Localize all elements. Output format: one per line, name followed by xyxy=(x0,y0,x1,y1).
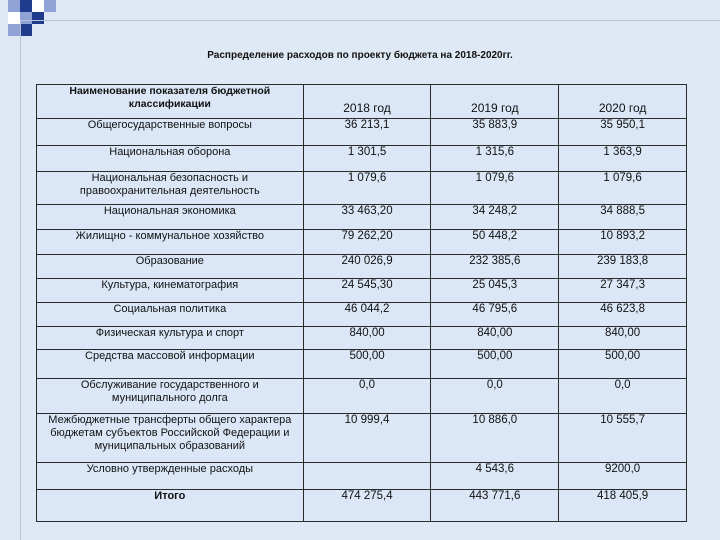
table-row xyxy=(37,463,687,490)
budget-table xyxy=(36,84,687,522)
value-2020: 500,00 xyxy=(559,350,687,379)
value-2020: 46 623,8 xyxy=(559,303,687,327)
value-2018: 0,0 xyxy=(303,379,431,414)
value-2018: 36 213,1 xyxy=(303,119,431,146)
row-label: Национальная оборона xyxy=(37,146,304,172)
table-row xyxy=(37,172,687,205)
corner-square xyxy=(20,0,32,12)
value-2018: 1 301,5 xyxy=(303,146,431,172)
total-2018: 474 275,4 xyxy=(303,490,431,522)
value-2019: 500,00 xyxy=(431,350,559,379)
row-label: Межбюджетные трансферты общего характера бюджетам субъектов Российской Федерации и муниципальных образований xyxy=(37,414,304,463)
row-label: Обслуживание государственного и муниципального долга xyxy=(37,379,304,414)
column-header-name: Наименование показателя бюджетной классификации xyxy=(37,85,304,119)
row-label: Средства массовой информации xyxy=(37,350,304,379)
value-2020: 239 183,8 xyxy=(559,255,687,279)
value-2018: 79 262,20 xyxy=(303,230,431,255)
value-2019: 50 448,2 xyxy=(431,230,559,255)
value-2019: 34 248,2 xyxy=(431,205,559,230)
value-2019: 1 079,6 xyxy=(431,172,559,205)
value-2018: 840,00 xyxy=(303,327,431,350)
value-2018: 1 079,6 xyxy=(303,172,431,205)
value-2020: 9200,0 xyxy=(559,463,687,490)
corner-square xyxy=(32,12,44,24)
value-2019: 1 315,6 xyxy=(431,146,559,172)
value-2019: 232 385,6 xyxy=(431,255,559,279)
row-label: Образование xyxy=(37,255,304,279)
value-2018: 500,00 xyxy=(303,350,431,379)
table-row xyxy=(37,414,687,463)
value-2019: 25 045,3 xyxy=(431,279,559,303)
value-2020: 840,00 xyxy=(559,327,687,350)
table-row xyxy=(37,303,687,327)
table-row xyxy=(37,119,687,146)
value-2018: 240 026,9 xyxy=(303,255,431,279)
table-row-total xyxy=(37,490,687,522)
value-2020: 35 950,1 xyxy=(559,119,687,146)
table-row xyxy=(37,205,687,230)
divider-vertical xyxy=(20,20,21,540)
value-2018: 33 463,20 xyxy=(303,205,431,230)
page-title: Распределение расходов по проекту бюджета на 2018-2020гг. xyxy=(207,50,513,61)
column-header-2019: 2019 год xyxy=(431,85,559,119)
row-label: Физическая культура и спорт xyxy=(37,327,304,350)
corner-square xyxy=(20,12,32,24)
row-label: Условно утвержденные расходы xyxy=(37,463,304,490)
value-2019: 35 883,9 xyxy=(431,119,559,146)
corner-square xyxy=(8,0,20,12)
value-2020: 1 363,9 xyxy=(559,146,687,172)
table-row xyxy=(37,146,687,172)
table-row xyxy=(37,279,687,303)
total-label: Итого xyxy=(37,490,304,522)
value-2019: 46 795,6 xyxy=(431,303,559,327)
value-2020: 10 893,2 xyxy=(559,230,687,255)
value-2019: 0,0 xyxy=(431,379,559,414)
value-2020: 1 079,6 xyxy=(559,172,687,205)
corner-square xyxy=(20,24,32,36)
value-2020: 27 347,3 xyxy=(559,279,687,303)
value-2018 xyxy=(303,463,431,490)
table-row xyxy=(37,230,687,255)
row-label: Общегосударственные вопросы xyxy=(37,119,304,146)
table-row xyxy=(37,255,687,279)
row-label: Национальная экономика xyxy=(37,205,304,230)
total-2019: 443 771,6 xyxy=(431,490,559,522)
total-2020: 418 405,9 xyxy=(559,490,687,522)
column-header-2018: 2018 год xyxy=(303,85,431,119)
value-2020: 10 555,7 xyxy=(559,414,687,463)
value-2020: 0,0 xyxy=(559,379,687,414)
table-header-row xyxy=(37,85,687,119)
divider-horizontal xyxy=(20,20,720,21)
value-2018: 46 044,2 xyxy=(303,303,431,327)
value-2019: 840,00 xyxy=(431,327,559,350)
corner-square xyxy=(8,12,20,24)
table-row xyxy=(37,350,687,379)
corner-square xyxy=(8,24,20,36)
value-2019: 4 543,6 xyxy=(431,463,559,490)
corner-square xyxy=(44,0,56,12)
corner-square xyxy=(32,0,44,12)
value-2020: 34 888,5 xyxy=(559,205,687,230)
row-label: Национальная безопасность и правоохранительная деятельность xyxy=(37,172,304,205)
row-label: Социальная политика xyxy=(37,303,304,327)
value-2018: 10 999,4 xyxy=(303,414,431,463)
value-2018: 24 545,30 xyxy=(303,279,431,303)
table-row xyxy=(37,379,687,414)
value-2019: 10 886,0 xyxy=(431,414,559,463)
row-label: Культура, кинематография xyxy=(37,279,304,303)
row-label: Жилищно - коммунальное хозяйство xyxy=(37,230,304,255)
table-row xyxy=(37,327,687,350)
column-header-2020: 2020 год xyxy=(559,85,687,119)
